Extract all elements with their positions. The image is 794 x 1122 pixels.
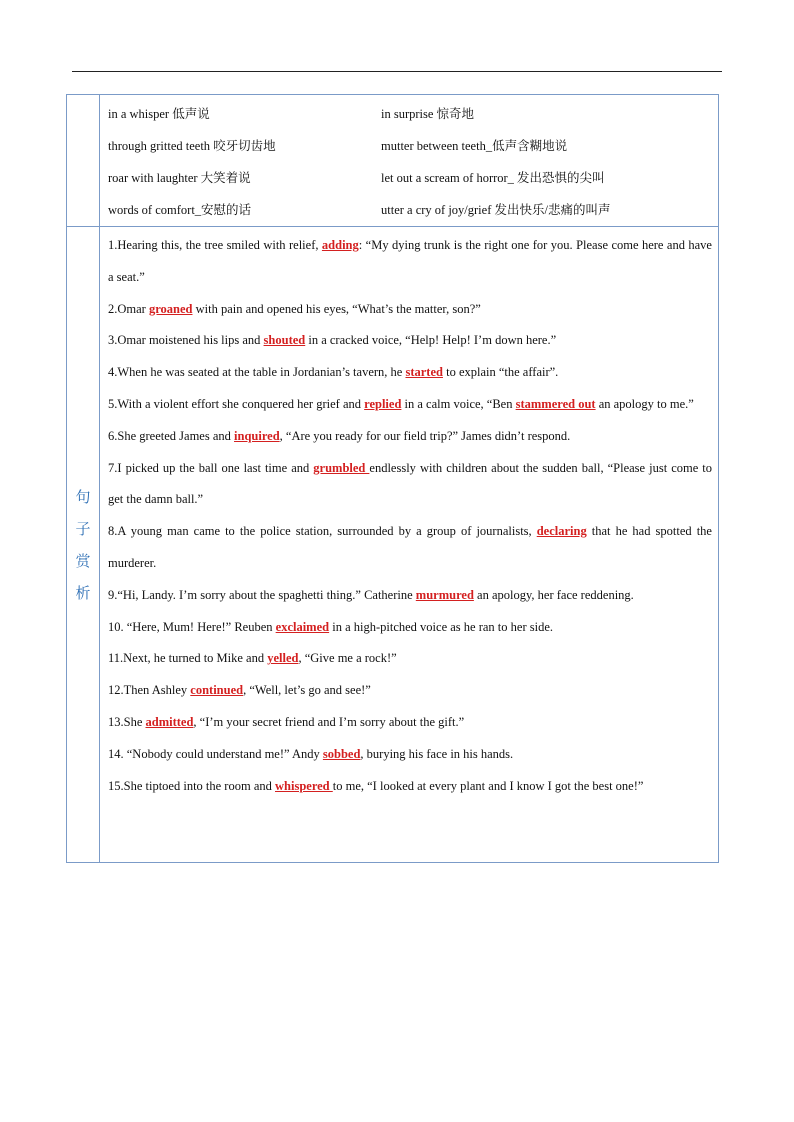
phrases-cell <box>100 95 719 227</box>
phrase-item: in surprise 惊奇地 <box>381 107 475 121</box>
sentence-text: , “I’m your secret friend and I’m sorry about the gift.” <box>193 714 465 729</box>
sentence-text: 11.Next, he turned to Mike and <box>108 651 268 666</box>
phrases-side-cell <box>67 95 100 227</box>
header-rule <box>72 71 722 72</box>
section-label-char: 析 <box>75 583 91 602</box>
section-label-char: 赏 <box>75 551 91 570</box>
phrase-item: mutter between teeth_低声含糊地说 <box>381 139 568 153</box>
sentence-text: endlessly with children about the sudden ball, “Please just come to get the damn ball.” <box>108 460 713 507</box>
phrase-item: let out a scream of horror_ 发出恐惧的尖叫 <box>381 171 605 185</box>
phrase-item: utter a cry of joy/grief 发出快乐/悲痛的叫声 <box>381 203 611 217</box>
speech-verb-highlight: whispered <box>275 778 333 793</box>
sentence-list <box>100 227 718 862</box>
sentence-text: in a high-pitched voice as he ran to her side. <box>329 619 553 634</box>
sentence-text: 7.I picked up the ball one last time and <box>108 460 314 475</box>
speech-verb-highlight: replied <box>364 396 402 411</box>
example-sentence <box>108 294 712 326</box>
sentence-text: , “Are you ready for our field trip?” James didn’t respond. <box>279 428 571 443</box>
example-sentence <box>108 453 712 517</box>
speech-verb-highlight: continued <box>190 683 244 698</box>
speech-verb-highlight: inquired <box>234 428 280 443</box>
example-sentence <box>108 230 712 294</box>
example-sentence <box>108 421 712 453</box>
speech-verb-highlight: groaned <box>148 301 193 316</box>
speech-verb-highlight: sobbed <box>322 746 361 761</box>
sentence-text: , “Well, let’s go and see!” <box>243 683 371 698</box>
speech-verb-highlight: exclaimed <box>275 619 330 634</box>
sentence-text: 14. “Nobody could understand me!” Andy <box>108 746 323 761</box>
sentence-text: an apology, her face reddening. <box>473 587 634 602</box>
example-sentence <box>108 643 712 675</box>
sentence-text: that he had spotted the murderer. <box>108 524 712 570</box>
section-label-cell <box>67 227 100 863</box>
sentence-text: in a cracked voice, “Help! Help! I’m down here.” <box>305 333 557 348</box>
phrase-item: words of comfort_安慰的话 <box>108 203 252 217</box>
sentence-text: 2.Omar <box>108 301 149 316</box>
example-sentence <box>108 389 712 421</box>
speech-verb-highlight: adding <box>321 238 359 252</box>
speech-verb-highlight: started <box>405 365 443 380</box>
speech-verb-highlight: shouted <box>263 333 306 348</box>
phrase-list <box>100 95 718 226</box>
sentence-text: 15.She tiptoed into the room and <box>108 778 275 793</box>
sentence-text: 4.When he was seated at the table in Jordanian’s tavern, he <box>108 365 406 380</box>
sentence-text: 13.She <box>108 714 146 729</box>
speech-verb-highlight: grumbled <box>313 460 370 475</box>
phrase-item: through gritted teeth 咬牙切齿地 <box>108 139 276 153</box>
section-label-char: 子 <box>75 519 91 538</box>
sentence-text: 12.Then Ashley <box>108 683 191 698</box>
speech-verb-highlight: declaring <box>536 524 587 539</box>
example-sentence <box>108 612 712 644</box>
example-sentence <box>108 771 712 803</box>
speech-verb-highlight: murmured <box>415 587 474 602</box>
sentence-text: 8.A young man came to the police station, surrounded by a group of journalists, <box>108 524 537 539</box>
example-sentence <box>108 580 712 612</box>
example-sentence <box>108 357 712 389</box>
example-sentence <box>108 707 712 739</box>
sentences-row <box>67 227 719 863</box>
sentence-text: 3.Omar moistened his lips and <box>108 333 264 348</box>
sentence-text: in a calm voice, “Ben <box>401 396 516 411</box>
phrase-item: in a whisper 低声说 <box>108 107 210 121</box>
notes-table <box>66 94 719 863</box>
sentence-text: 10. “Here, Mum! Here!” Reuben <box>108 619 276 634</box>
phrase-item: roar with laughter 大笑着说 <box>108 171 251 185</box>
sentence-text: an apology to me.” <box>595 396 694 411</box>
phrases-row <box>67 95 719 227</box>
sentences-cell <box>100 227 719 863</box>
example-sentence <box>108 325 712 357</box>
sentence-text: with pain and opened his eyes, “What’s the matter, son?” <box>192 301 481 316</box>
sentence-text: , burying his face in his hands. <box>360 746 514 761</box>
sentence-text: 1.Hearing this, the tree smiled with relief, <box>108 238 322 252</box>
speech-verb-highlight: yelled <box>267 651 299 666</box>
sentence-text: , “Give me a rock!” <box>298 651 397 666</box>
section-label-char: 句 <box>75 487 91 506</box>
sentence-text: to explain “the affair”. <box>442 365 559 380</box>
sentence-text: to me, “I looked at every plant and I know I got the best one!” <box>332 778 644 793</box>
speech-verb-highlight: admitted <box>145 714 194 729</box>
speech-verb-highlight: stammered out <box>515 396 596 411</box>
example-sentence <box>108 516 712 580</box>
sentence-text: 9.“Hi, Landy. I’m sorry about the spaghetti thing.” Catherine <box>108 587 416 602</box>
sentence-text: 5.With a violent effort she conquered her grief and <box>108 396 365 411</box>
example-sentence <box>108 739 712 771</box>
example-sentence <box>108 675 712 707</box>
sentence-text: 6.She greeted James and <box>108 428 235 443</box>
sentence-text: : “My dying trunk is the right one for you. Please come here and have a seat.” <box>108 238 712 284</box>
